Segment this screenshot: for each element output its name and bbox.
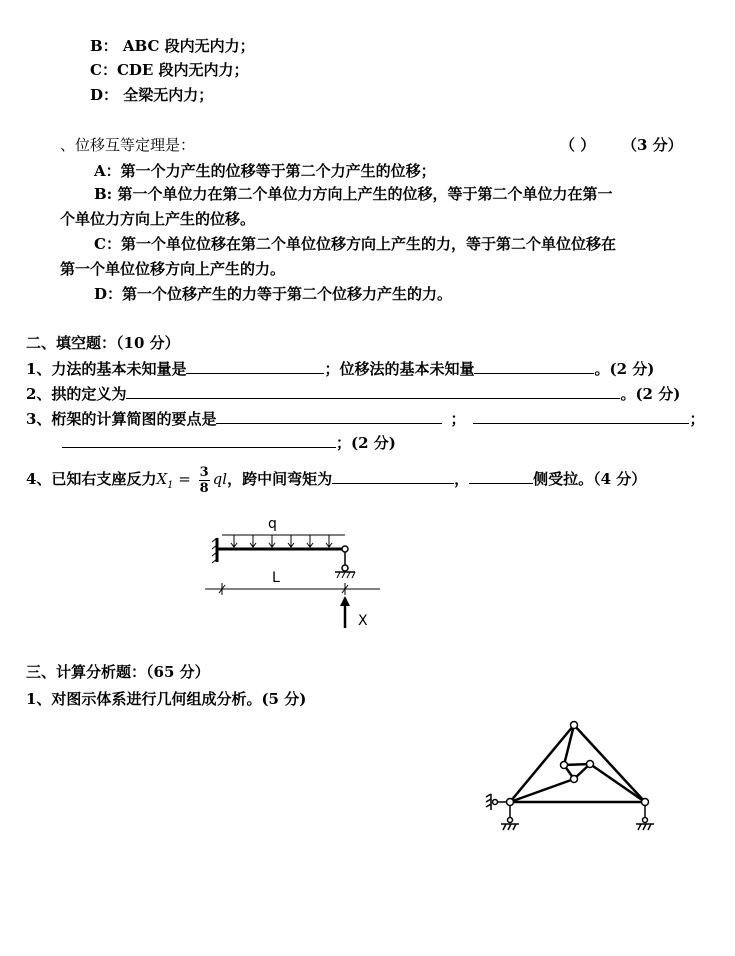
fill-q3-text: 3、桁架的计算简图的要点是	[26, 410, 217, 428]
fill-q2-score: 。(2 分)	[620, 385, 681, 403]
option-b: B： ABC 段内无内力；	[90, 37, 255, 55]
answer-bracket: （ ）	[560, 136, 596, 154]
question-score: （3 分）	[622, 136, 683, 154]
fill-q3-score: ；(2 分)	[336, 434, 396, 452]
var-x: X	[156, 470, 168, 488]
choice-d: D：第一个位移产生的力等于第二个位移力产生的力。	[94, 285, 453, 303]
fraction-denominator: 8	[199, 480, 209, 496]
option-d: D： 全梁无内力；	[90, 86, 214, 104]
fill-q1-text-a: 1、力法的基本未知量是	[26, 360, 187, 378]
choice-c-line2: 第一个单位位移方向上产生的力。	[60, 260, 286, 278]
var-ql: ql	[212, 470, 228, 488]
beam-label-X: X	[358, 613, 368, 629]
fill-q1-text-b: ；位移法的基本未知量	[324, 360, 475, 378]
choice-b-line1: B: 第一个单位力在第二个单位力方向上产生的位移，等于第二个单位力在第一	[94, 185, 613, 203]
fill-q3-end: ；	[689, 410, 705, 428]
fill-q4-text-a: 4、已知右支座反力	[26, 470, 157, 488]
fill-q4-comma: ，	[454, 470, 470, 488]
beam-label-L: L	[272, 570, 280, 586]
fill-q4-text-b: ，跨中间弯矩为	[227, 470, 333, 488]
equals-sign: =	[173, 470, 196, 488]
calc-q1: 1、对图示体系进行几何组成分析。(5 分)	[26, 690, 307, 708]
option-c: C：CDE 段内无内力；	[90, 61, 249, 79]
fill-q2-text: 2、拱的定义为	[26, 385, 127, 403]
choice-c-line1: C：第一个单位位移在第二个单位位移方向上产生的力，等于第二个单位位移在	[94, 235, 616, 253]
fraction-numerator: 3	[199, 464, 209, 480]
member-inner-bottom-right	[590, 764, 645, 802]
fill-q1-score: 。(2 分)	[594, 360, 655, 378]
calc-header: 三、计算分析题：（65 分）	[26, 663, 210, 681]
var-subscript: 1	[167, 480, 174, 491]
fill-q4-text-c: 侧受拉。（4 分）	[533, 470, 647, 488]
choice-b-line2: 个单位力方向上产生的位移。	[60, 210, 256, 228]
fill-header: 二、填空题：（10 分）	[26, 334, 180, 352]
question-stem: 、位移互等定理是：	[60, 136, 196, 154]
beam-label-q: q	[268, 516, 277, 532]
fill-q3-sep: ；	[450, 410, 466, 428]
choice-a: A：第一个力产生的位移等于第二个力产生的位移；	[94, 162, 436, 180]
